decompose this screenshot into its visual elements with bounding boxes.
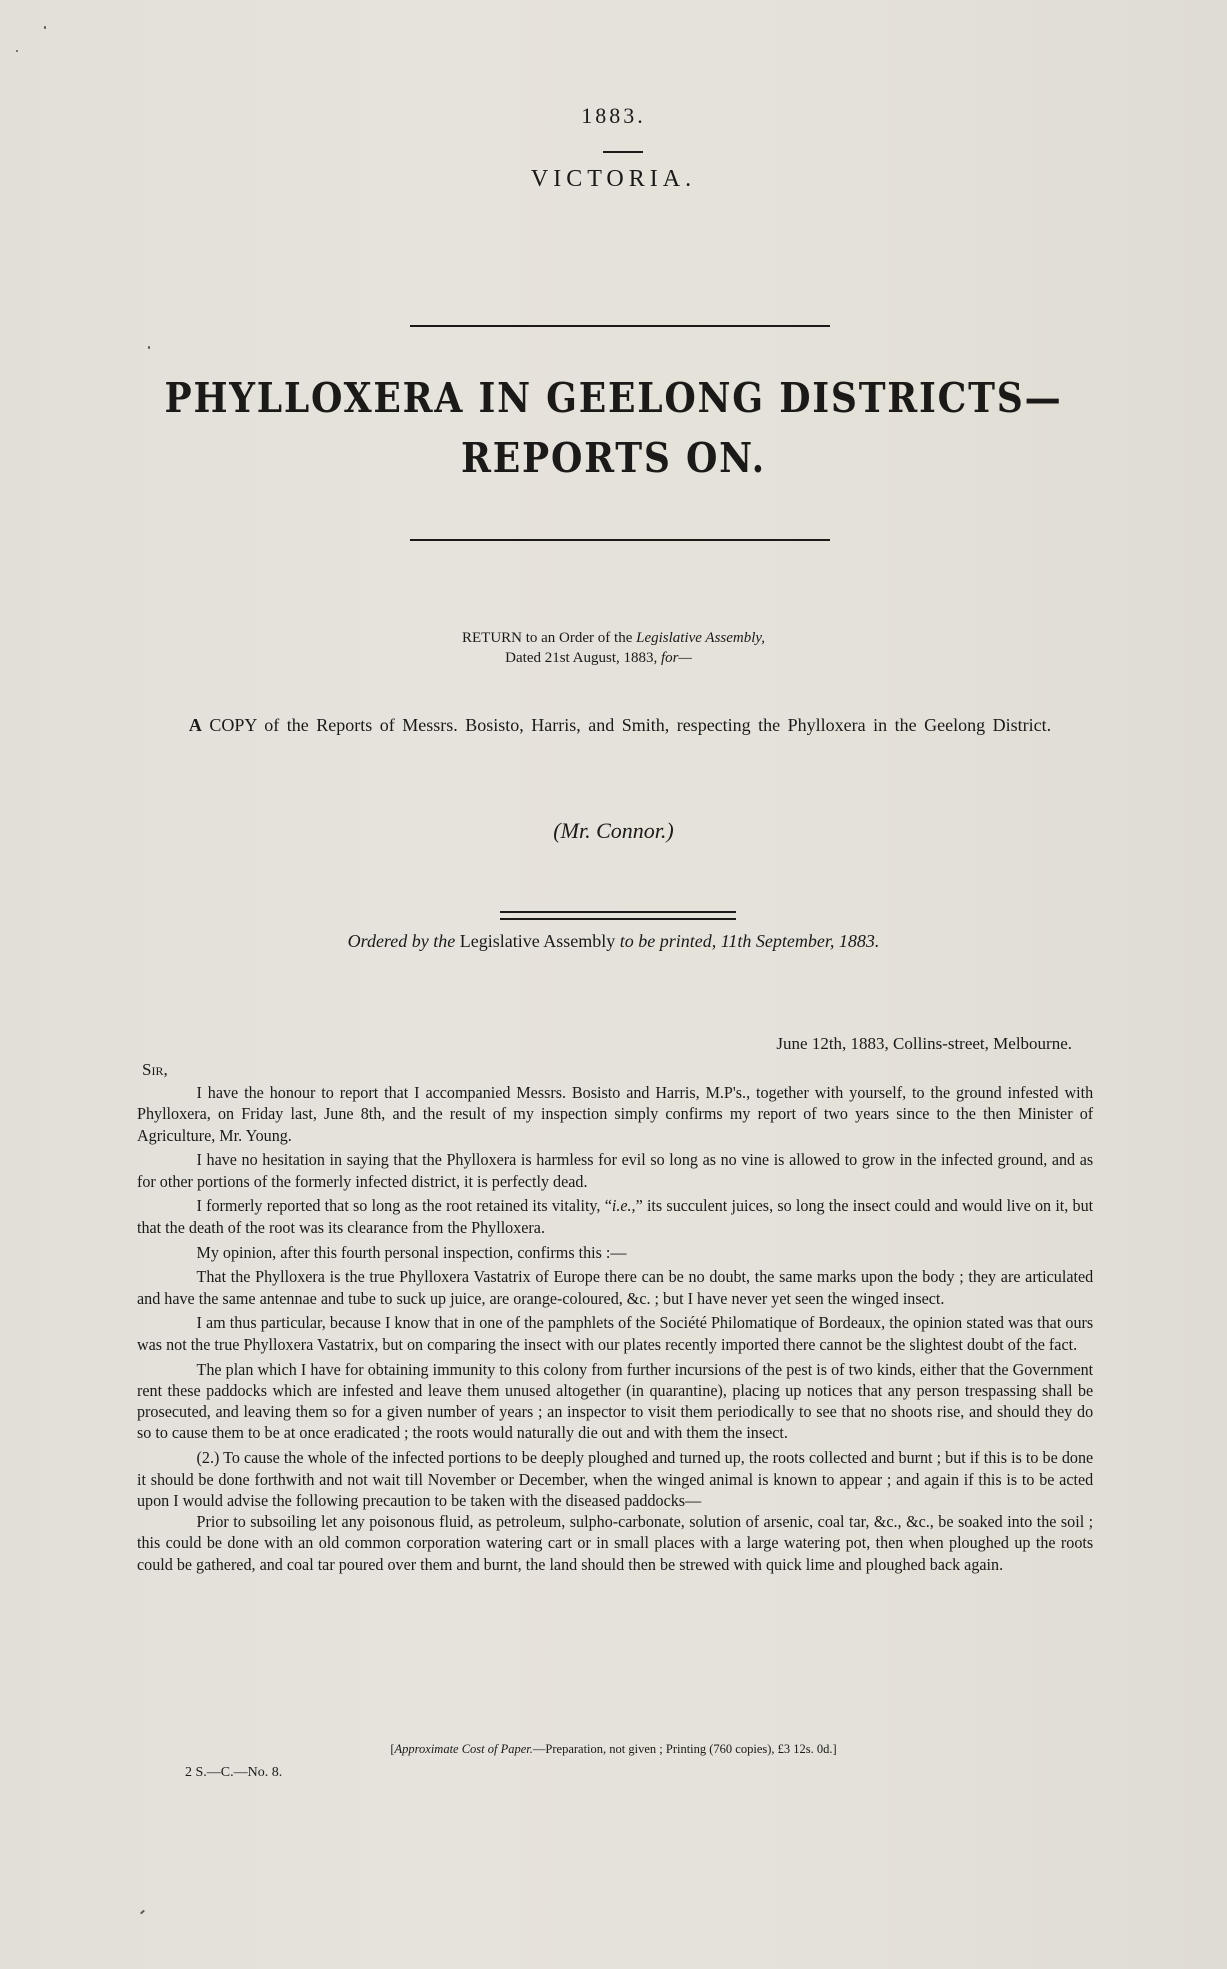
- return-dated-suffix: for—: [661, 650, 692, 666]
- paragraph: I have no hesitation in saying that the Phylloxera is harmless for evil so long as no vine is allowed to grow in the infected ground, and as for other portions of the formerly infected district, it is perfectly dead.: [137, 1150, 1094, 1191]
- scan-speck: [140, 1910, 145, 1915]
- copy-text: COPY of the Reports of Messrs. Bosisto, Harris, and Smith, respecting the Phylloxera in the Geelong District.: [201, 715, 1052, 735]
- cost-note: [0, 1742, 1227, 1757]
- paragraph: (2.) To cause the whole of the infected portions to be deeply ploughed and turned up, the roots collected and burnt ; but if this is to be done it should be done forthwith and not wait till November or December, when the winged animal is known to appear ; and again if this is to be acted upon I would advise the following precaution to be taken with the diseased paddocks—: [137, 1448, 1094, 1510]
- order-return: [0, 628, 1227, 668]
- ordered-to-print: [0, 931, 1227, 952]
- return-body: Legislative Assembly,: [636, 630, 766, 646]
- letter-salutation: Sir,: [142, 1060, 168, 1079]
- mover-name: (Mr. Connor.): [553, 818, 674, 843]
- copy-lead: A: [188, 715, 202, 735]
- ordered-part-2: Legislative Assembly: [459, 931, 616, 951]
- ordered-part-3: to be printed, 11th September, 1883.: [615, 931, 880, 951]
- paragraph-text: ” its succulent juices, so long the insect could and would live on it, but that the death of the root was its clearance from the Phylloxera.: [137, 1196, 1094, 1237]
- state-heading: VICTORIA.: [530, 166, 697, 192]
- paragraph: That the Phylloxera is the true Phylloxera Vastatrix of Europe there can be no doubt, the same marks upon the body ; they are articulated and have the same antennae and tube to suck up juice, are orange-coloured, &c. ; but I have never yet seen the winged insect.: [137, 1267, 1094, 1308]
- scan-speck: [16, 50, 18, 52]
- letter-dateline: June 12th, 1883, Collins-street, Melbourne.: [776, 1034, 1072, 1053]
- copy-description: [145, 714, 1095, 736]
- document-title: [74, 368, 1154, 488]
- title-line-2: REPORTS ON.: [461, 434, 766, 482]
- paragraph: The plan which I have for obtaining immunity to this colony from further incursions of the pest is of two kinds, either that the Government rent these paddocks which are infested and leave them unused altogether (in quarantine), placing up notices that any person trespassing shall be prosecuted, and leaving them so for a given number of years ; an inspector to visit them periodically to see that no shoots rise, and should they do so to cause them to be at once eradicated ; the roots would naturally die out and with them the insect.: [137, 1359, 1094, 1443]
- scan-speck: [44, 26, 46, 29]
- scan-speck: [148, 346, 150, 349]
- cost-note-label: Approximate Cost of Paper.: [394, 1742, 533, 1756]
- paragraph-text: I formerly reported that so long as the root retained its vitality, “: [196, 1196, 612, 1216]
- paragraph: Prior to subsoiling let any poisonous fluid, as petroleum, sulpho-carbonate, solution of arsenic, coal tar, &c., &c., be soaked into the soil ; this could be done with an old common corporation watering cart or in small places with a large watering pot, then when ploughed up the roots could be gathered, and coal tar poured over them and burnt, the land should then be strewed with quick lime and ploughed back again.: [137, 1512, 1094, 1574]
- title-line-1: PHYLLOXERA IN GEELONG DISTRICTS—: [164, 374, 1063, 422]
- cost-note-bracket: [: [390, 1742, 395, 1756]
- paragraph: [137, 1195, 1093, 1238]
- divider-rule: [410, 539, 830, 541]
- ordered-part-1: Ordered by the: [347, 931, 460, 951]
- cost-note-text: —Preparation, not given ; Printing (760 copies), £3 12s. 0d.]: [532, 1742, 837, 1756]
- paragraph: My opinion, after this fourth personal inspection, confirms this :—: [196, 1242, 627, 1262]
- paragraph-italic: i.e.,: [611, 1196, 636, 1216]
- return-dated: Dated 21st August, 1883,: [505, 650, 661, 666]
- paragraph: I am thus particular, because I know that in one of the pamphlets of the Société Philomatique of Bordeaux, the opinion stated was that ours was not the true Phylloxera Vastatrix, but on comparing the insect with our plates recently imported there cannot be the slightest doubt of the fact.: [137, 1313, 1094, 1354]
- return-prefix: RETURN to an Order of the: [461, 630, 637, 646]
- paper-number: 2 S.—C.—No. 8.: [185, 1765, 283, 1780]
- document-year: 1883.: [581, 103, 646, 128]
- divider-rule: [410, 325, 830, 327]
- double-divider: [500, 911, 736, 920]
- paragraph: I have the honour to report that I accompanied Messrs. Bosisto and Harris, M.P's., together with yourself, to the ground infested with Phylloxera, on Friday last, June 8th, and the result of my inspection simply confirms my report of two years since to the then Minister of Agriculture, Mr. Young.: [137, 1083, 1094, 1145]
- short-divider: [603, 151, 643, 153]
- letter-body: [137, 1082, 1093, 1575]
